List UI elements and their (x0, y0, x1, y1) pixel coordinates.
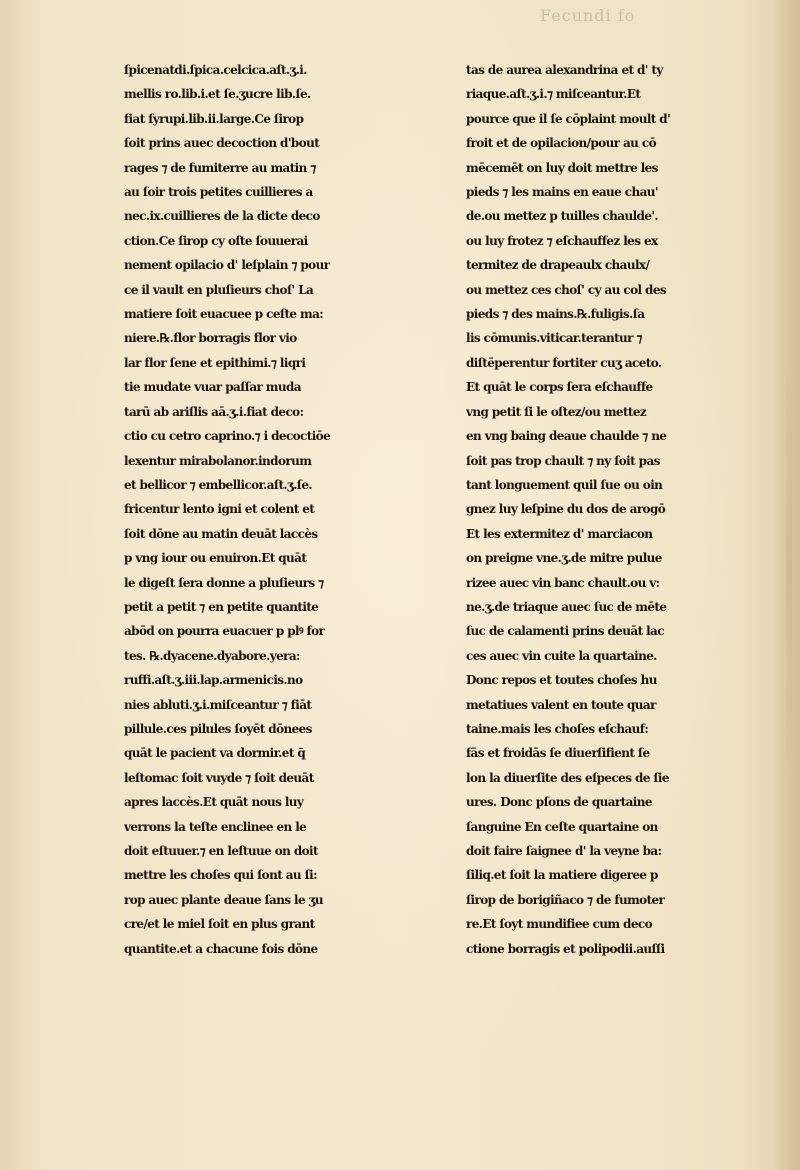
right-column-line: doit faire ſaignee d' la veyne ba: (466, 844, 662, 858)
right-column-line: Et quāt le corps ſera eſchauffe (466, 380, 653, 395)
left-column-line: ce il vault en pluſieurs choſ' La (124, 282, 314, 297)
left-column-line: niere.℞.flor borragis flor vio (124, 331, 297, 346)
right-column-line: diſtēperentur fortiter cuʒ aceto. (466, 355, 662, 370)
left-column-line: ſoit dōne au matin deuāt laccès (124, 526, 318, 541)
left-column (124, 58, 464, 961)
left-column-line: tes. ℞.dyacene.dyabore.yera: (124, 648, 300, 663)
left-column-line: tarū ab ariſlis aā.ʒ.i.fiat deco: (124, 404, 304, 419)
left-column-line: mettre les choſes qui ſont au ſi: (124, 868, 317, 883)
left-column-line: verrons la teſte enclinee en le (124, 819, 307, 834)
left-column-line: abōd on pourra euacuer p plꝰ for (124, 624, 325, 639)
right-column-line: ſiliq.et ſoit la matiere digeree p (466, 868, 658, 883)
right-column-line: ſirop de borigiñaco ⁊ de fumoter (466, 892, 665, 907)
right-column-line: ou mettez ces choſ' cy au col des (466, 282, 667, 297)
right-column-line: termitez de drapeaulx chaulx/ (466, 258, 650, 273)
right-column-line: Et les extermitez d' marciacon (466, 526, 653, 541)
left-column-line: au ſoir trois petites cuillieres a (124, 185, 313, 200)
left-column-line: ſoit prins auec decoction d'bout (124, 136, 320, 151)
right-column-line: froit et de opilacion/pour au cō (466, 136, 656, 151)
left-column-line: et bellicor ⁊ embellicor.aſt.ʒ.ſe. (124, 477, 312, 492)
running-head: Fecundi fo (540, 6, 636, 25)
left-column-line: cre/et le miel ſoit en plus grant (124, 917, 315, 932)
left-column-line: ſpicenatdi.ſpica.celcica.aſt.ʒ.i. (124, 63, 307, 77)
left-column-line: ruffi.aſt.ʒ.iii.lap.armenicis.no (124, 673, 303, 688)
right-column-line: Donc repos et toutes choſes hu (466, 673, 657, 688)
right-column-line: de.ou mettez p tuilles chaulde'. (466, 209, 659, 224)
right-column-line: pieds ⁊ les mains en eaue chau' (466, 185, 658, 200)
right-column-line: lis cōmunis.viticar.terantur ⁊ (466, 331, 642, 346)
right-column-line: tant longuement quil ſue ou oin (466, 477, 663, 492)
right-column-line: pource que il ſe cōplaint moult d' (466, 111, 671, 126)
right-column-line: riaque.aſt.ʒ.i.⁊ miſceantur.Et (466, 87, 641, 102)
left-column-line: pillule.ces pilules ſoyēt dōnees (124, 721, 312, 736)
left-column-line: doit eſtuuer.⁊ en leſtuue on doit (124, 844, 318, 858)
left-column-line: quāt le pacient va dormir.et q̄ (124, 746, 306, 761)
right-column-line: ſoit pas trop chault ⁊ ny ſoit pas (466, 453, 660, 468)
left-column-line: leſtomac ſoit vuyde ⁊ ſoit deuāt (124, 770, 314, 785)
left-column-line: fricentur lento igni et colent et (124, 502, 315, 517)
left-column-line: rop auec plante deaue ſans le ʒu (124, 892, 323, 907)
left-column-line: tie mudate vuar paſſar muda (124, 380, 301, 395)
left-column-line: matiere ſoit euacuee p ceſte ma: (124, 307, 324, 322)
right-column-line: ces auec vin cuite la quartaine. (466, 648, 657, 663)
right-column-line: gnez luy leſpine du dos de arogō (466, 502, 666, 517)
right-column-line: pieds ⁊ des mains.℞.fuligis.ſa (466, 307, 645, 322)
left-column-line: mellis ro.lib.i.et ſe.ʒucre lib.ſe. (124, 87, 311, 102)
right-column (466, 58, 800, 961)
right-column-line: ures. Donc pſons de quartaine (466, 795, 652, 810)
left-column-line: ction.Ce ſirop cy oſte ſouuerai (124, 233, 308, 248)
left-column-line: nec.ix.cuillieres de la dicte deco (124, 209, 320, 224)
left-column-line: rages ⁊ de fumiterre au matin ⁊ (124, 160, 316, 175)
left-column-line: quantite.et a chacune fois dōne (124, 941, 318, 956)
left-column-line: nies abluti.ʒ.i.miſceantur ⁊ fiāt (124, 697, 312, 712)
right-column-line: fās et froidās ſe diuerſifient ſe (466, 746, 650, 761)
right-column-line: vng petit ſi le oſtez/ou mettez (466, 404, 647, 419)
right-column-line: mēcemēt on luy doit mettre les (466, 160, 658, 175)
right-column-line: taine.mais les choſes eſchauf: (466, 721, 649, 736)
left-column-line: apres laccès.Et quāt nous luy (124, 795, 304, 810)
left-column-line: nement opilacio d' leſplain ⁊ pour (124, 258, 330, 273)
right-column-line: ſuc de calamenti prins deuāt lac (466, 624, 664, 639)
left-column-line: lexentur mirabolanor.indorum (124, 453, 312, 468)
left-column-line: le digeſt ſera donne a pluſieurs ⁊ (124, 575, 324, 590)
right-column-line: ſanguine En ceſte quartaine on (466, 819, 658, 834)
right-column-line: re.Et ſoyt mundifiee cum deco (466, 917, 652, 932)
right-column-line: metatiues valent en toute quar (466, 697, 656, 712)
right-column-line: en vng baing deaue chaulde ⁊ ne (466, 429, 667, 444)
left-column-line: petit a petit ⁊ en petite quantite (124, 599, 319, 614)
right-column-line: ne.ʒ.de triaque auec ſuc de mēte (466, 599, 667, 614)
left-column-line: lar flor ſene et epithimi.⁊ liqri (124, 355, 306, 370)
right-column-line: tas de aurea alexandrina et d' ty (466, 63, 663, 77)
right-column-line: on preigne vne.ʒ.de mitre pulue (466, 551, 662, 566)
left-column-line: ctio cu cetro caprino.⁊ i decoctiōe (124, 429, 331, 444)
right-column-line: rizee auec vin banc chault.ou v: (466, 575, 660, 590)
left-column-line: fiat ſyrupi.lib.ii.large.Ce ſirop (124, 111, 304, 126)
left-column-line: p vng iour ou enuiron.Et quāt (124, 551, 307, 566)
right-column-line: lon la diuerſite des eſpeces de ſie (466, 770, 669, 785)
right-column-line: ou luy frotez ⁊ eſchauffez les ex (466, 233, 658, 248)
right-column-line: ctione borragis et polipodii.auſſi (466, 941, 665, 956)
